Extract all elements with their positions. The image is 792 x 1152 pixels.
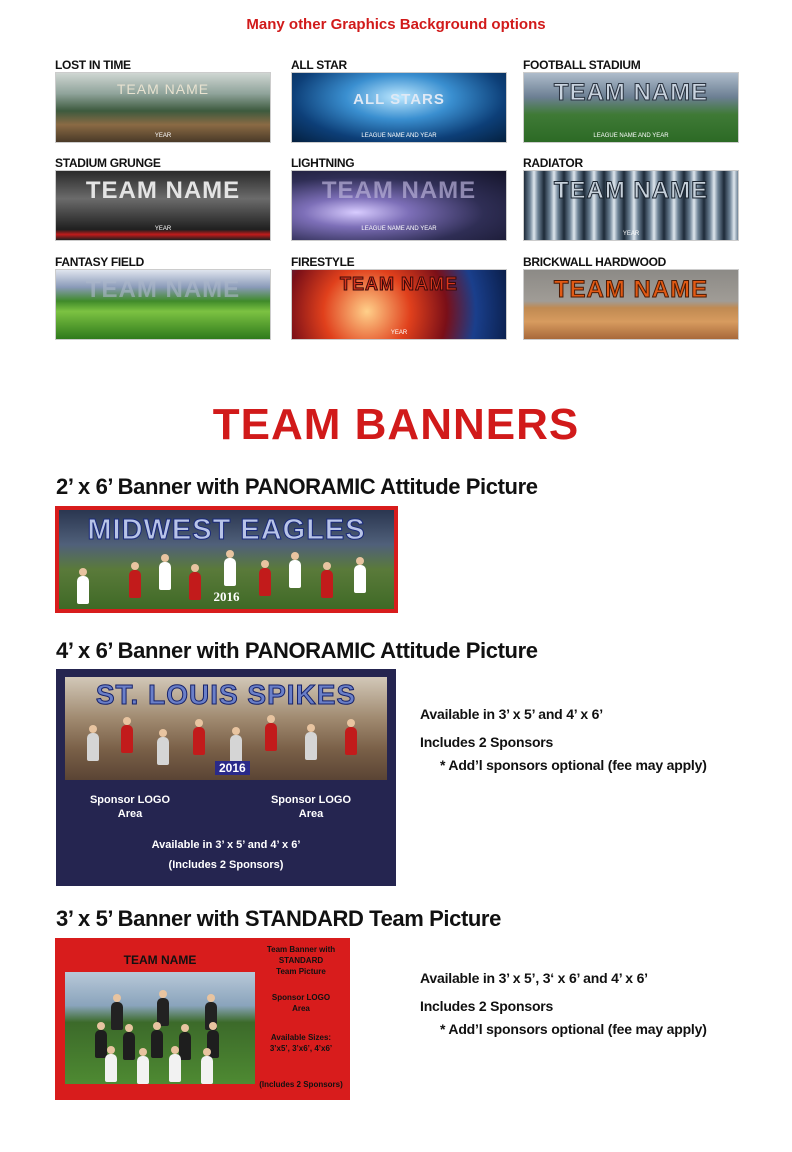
option-label: STADIUM GRUNGE — [55, 156, 161, 170]
sponsor-logo-area-right: Sponsor LOGO Area — [270, 794, 352, 820]
option-label: FANTASY FIELD — [55, 255, 144, 269]
banner-2x6-preview — [55, 506, 398, 613]
info-4x6 — [420, 700, 707, 774]
info-includes: Includes 2 Sponsors — [420, 734, 554, 750]
graphics-options-heading: Many other Graphics Background options — [246, 16, 546, 33]
option-label: BRICKWALL HARDWOOD — [523, 255, 667, 269]
info-3x5 — [420, 964, 707, 1038]
info-availability: Available in 3’ x 5’, 3‘ x 6’ and 4’ x 6’ — [420, 970, 648, 986]
option-fantasy-field[interactable] — [55, 255, 271, 340]
info-includes: Includes 2 Sponsors — [420, 998, 554, 1014]
option-label: FIRESTYLE — [291, 255, 355, 269]
side-panel-title: Team Banner with STANDARD Team Picture — [266, 945, 336, 976]
option-label: LOST IN TIME — [55, 58, 131, 72]
option-all-star[interactable] — [291, 58, 507, 143]
banner-includes: (Includes 2 Sponsors) — [168, 859, 284, 871]
banner-4x6-preview — [56, 669, 396, 886]
option-football-stadium[interactable] — [523, 58, 739, 143]
option-label: LIGHTNING — [291, 156, 355, 170]
info-additional-sponsors: * Add’l sponsors optional (fee may apply) — [440, 757, 707, 773]
banner-availability: Available in 3’ x 5’ and 4’ x 6’ — [151, 839, 301, 851]
section-heading: 4’ x 6’ Banner with PANORAMIC Attitude Picture — [56, 638, 538, 663]
option-thumbnail: TEAM NAME LEAGUE NAME AND YEAR — [291, 170, 507, 241]
info-additional-sponsors: * Add’l sponsors optional (fee may apply) — [440, 1021, 707, 1037]
banner-year: 2016 — [215, 761, 250, 775]
option-thumbnail: TEAM NAME YEAR — [55, 170, 271, 241]
option-thumbnail: TEAM NAME YEAR — [523, 170, 739, 241]
page-title: TEAM BANNERS — [212, 400, 580, 449]
sponsor-logo-area-left: Sponsor LOGO Area — [89, 794, 171, 820]
option-thumbnail: TEAM NAME — [55, 269, 271, 340]
banner-year: 2016 — [213, 589, 240, 604]
option-firestyle[interactable] — [291, 255, 507, 340]
option-label: RADIATOR — [523, 156, 583, 170]
banner-team-name: TEAM NAME — [123, 953, 197, 967]
side-panel-sizes: Available Sizes: 3’x5’, 3’x6’, 4’x6’ — [269, 1033, 333, 1053]
option-lost-in-time[interactable] — [55, 58, 271, 143]
option-thumbnail: TEAM NAME — [523, 269, 739, 340]
option-thumbnail: TEAM NAME LEAGUE NAME AND YEAR — [523, 72, 739, 143]
section-heading: 2’ x 6’ Banner with PANORAMIC Attitude Picture — [56, 474, 538, 499]
banner-title: ST. LOUIS SPIKES — [95, 679, 357, 710]
banner-title: MIDWEST EAGLES — [87, 514, 366, 546]
option-radiator[interactable] — [523, 156, 739, 241]
banner-team-photo — [65, 972, 255, 1084]
option-stadium-grunge[interactable] — [55, 156, 271, 241]
option-thumbnail: ALL STARS LEAGUE NAME AND YEAR — [291, 72, 507, 143]
banner-3x5-preview — [55, 938, 350, 1100]
option-label: FOOTBALL STADIUM — [523, 58, 641, 72]
side-panel-sponsor: Sponsor LOGO Area — [271, 993, 331, 1013]
banner-photo — [65, 677, 387, 780]
side-panel-includes: (Includes 2 Sponsors) — [259, 1080, 343, 1089]
info-availability: Available in 3’ x 5’ and 4’ x 6’ — [420, 706, 603, 722]
option-brickwall-hardwood[interactable] — [523, 255, 739, 340]
option-label: ALL STAR — [291, 58, 347, 72]
option-thumbnail: TEAM NAME YEAR — [291, 269, 507, 340]
option-thumbnail: TEAM NAME YEAR — [55, 72, 271, 143]
section-heading: 3’ x 5’ Banner with STANDARD Team Picture — [56, 906, 501, 931]
option-lightning[interactable] — [291, 156, 507, 241]
